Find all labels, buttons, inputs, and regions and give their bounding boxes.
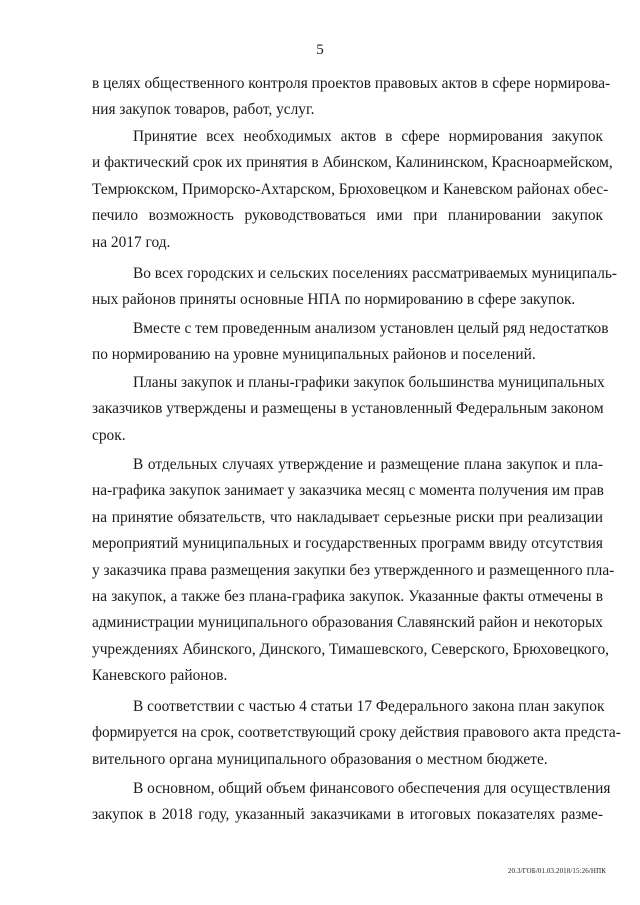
text-line: вительного органа муниципального образования о местном бюджете. xyxy=(92,750,548,768)
text-line: на-графика закупок занимает у заказчика месяц с момента получения им прав xyxy=(92,482,604,500)
paragraph-1 xyxy=(92,71,611,124)
footer-document-code: 20.3/ГОБ/01.03.2018/15:26/НПК xyxy=(507,867,606,875)
text-line: формируется на срок, соответствующий сроку действия правового акта предста- xyxy=(92,724,621,742)
text-line: Каневского районов. xyxy=(92,667,228,685)
text-line: В отдельных случаях утверждение и размещение плана закупок и пла- xyxy=(133,456,603,473)
text-line: учреждениях Абинского, Динского, Тимашевского, Северского, Брюховецкого, xyxy=(92,640,610,658)
text-line: в целях общественного контроля проектов правовых актов в сфере нормирова- xyxy=(92,75,611,92)
text-line: на 2017 год. xyxy=(92,233,171,251)
text-line: В соответствии с частью 4 статьи 17 Федерального закона план закупок xyxy=(133,698,605,715)
text-line: на принятие обязательств, что накладывает серьезные риски при реализации xyxy=(92,508,603,526)
paragraph-6 xyxy=(92,452,615,690)
text-line: мероприятий муниципальных и государственных программ ввиду отсутствия xyxy=(92,535,603,553)
text-line: заказчиков утверждены и размещены в установленный Федеральным законом xyxy=(92,400,604,418)
text-line: Темрюкском, Приморско-Ахтарском, Брюховецком и Каневском районах обес- xyxy=(92,180,609,198)
text-line: Во всех городских и сельских поселениях рассматриваемых муниципаль- xyxy=(133,265,618,282)
page-number: 5 xyxy=(316,42,324,58)
text-line: В основном, общий объем финансового обеспечения для осуществления xyxy=(133,780,611,797)
paragraph-7 xyxy=(92,694,621,773)
paragraph-8 xyxy=(92,776,611,829)
text-line: закупок в 2018 году, указанный заказчиками в итоговых показателях разме- xyxy=(92,806,603,824)
text-line: печило возможность руководствоваться ими при планировании закупок xyxy=(92,207,603,225)
text-line: по нормированию на уровне муниципальных районов и поселений. xyxy=(92,346,536,364)
text-line: ния закупок товаров, работ, услуг. xyxy=(92,101,315,119)
text-line: ных районов приняты основные НПА по нормированию в сфере закупок. xyxy=(92,291,576,309)
paragraph-5 xyxy=(92,370,603,449)
text-line: Вместе с тем проведенным анализом установлен целый ряд недостатков xyxy=(133,320,609,337)
text-line: и фактический срок их принятия в Абинском, Калининском, Красноармейском, xyxy=(92,154,613,172)
text-line: на закупок, а также без плана-графика закупок. Указанные факты отмечены в xyxy=(92,587,603,605)
text-line: срок. xyxy=(92,426,126,444)
text-line: администрации муниципального образования Славянский район и некоторых xyxy=(92,614,603,632)
paragraph-4 xyxy=(92,316,609,369)
paragraph-2 xyxy=(92,124,613,256)
text-line: Планы закупок и планы-графики закупок большинства муниципальных xyxy=(133,374,605,391)
text-line: Принятие всех необходимых актов в сфере нормирования закупок xyxy=(133,128,603,145)
paragraph-3 xyxy=(92,261,618,314)
text-line: у заказчика права размещения закупки без утвержденного и размещенного пла- xyxy=(92,561,615,579)
